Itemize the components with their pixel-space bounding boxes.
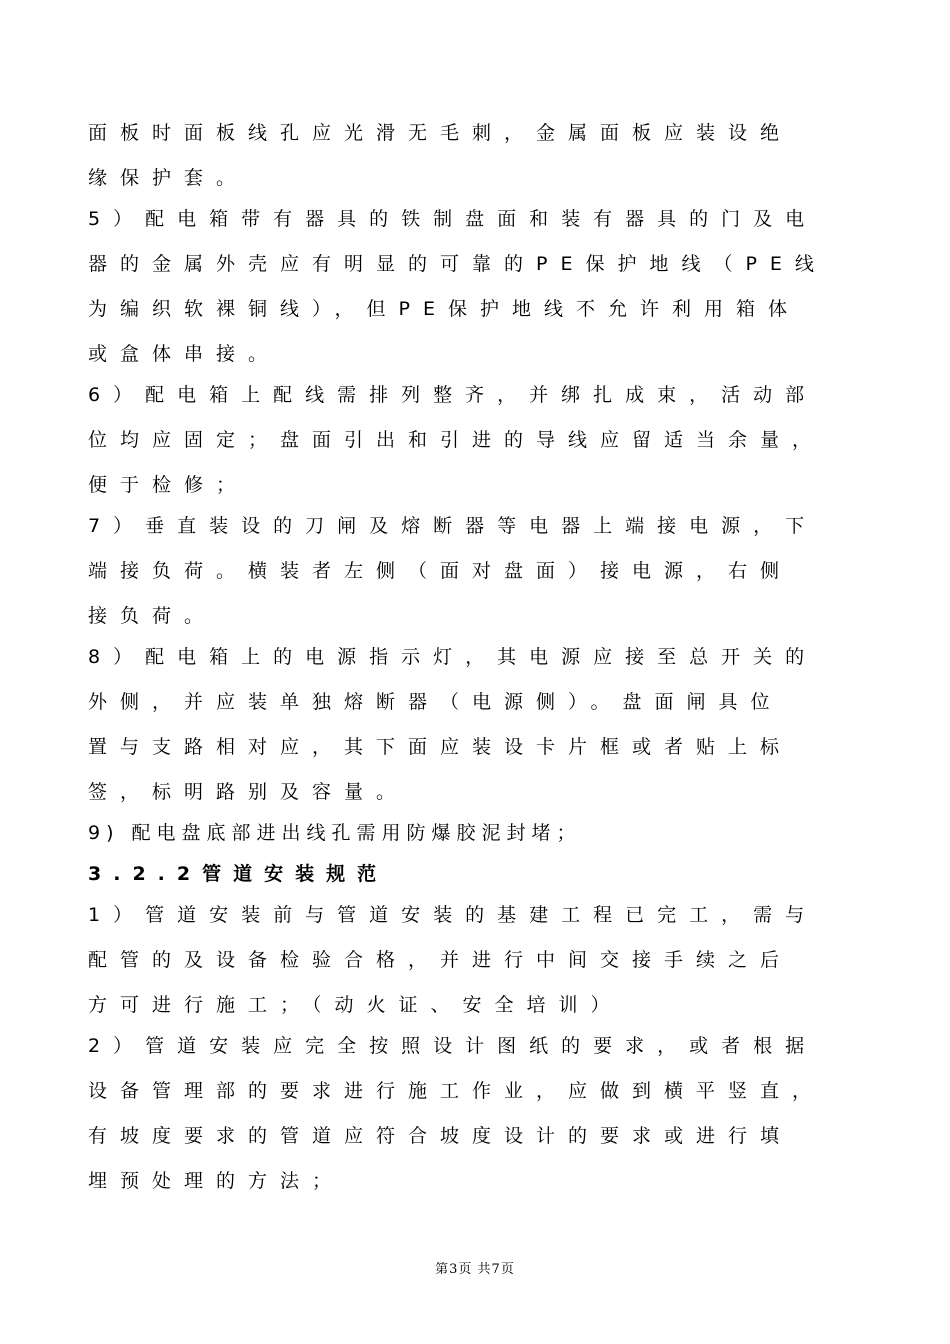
- section-heading: 3.2.2管道安装规范: [88, 863, 389, 885]
- body-text-line: 端接负荷。横装者左侧（面对盘面）接电源，右侧: [88, 560, 793, 582]
- body-text-line: 器的金属外壳应有明显的可靠的PE保护地线（PE线: [88, 253, 827, 275]
- body-text-line: 位均应固定；盘面引出和引进的导线应留适当余量，: [88, 429, 825, 451]
- body-text-line: 外侧，并应装单独熔断器（电源侧）。盘面闸具位: [88, 691, 783, 713]
- list-item-5: 5）配电箱带有器具的铁制盘面和装有器具的门及电: [88, 208, 818, 230]
- list-item-2: 2）管道安装应完全按照设计图纸的要求，或者根据: [88, 1035, 818, 1057]
- body-text-line: 缘保护套。: [88, 167, 249, 189]
- page-footer: 第3页 共7页: [435, 1262, 515, 1277]
- body-text-line: 签，标明路别及容量。: [88, 781, 409, 803]
- list-item-6: 6）配电箱上配线需排列整齐，并绑扎成束，活动部: [88, 384, 818, 406]
- list-item-9: 9) 配电盘底部进出线孔需用防爆胶泥封堵；: [88, 822, 582, 844]
- list-item-7: 7）垂直装设的刀闸及熔断器等电器上端接电源，下: [88, 515, 818, 537]
- list-item-8: 8）配电箱上的电源指示灯，其电源应接至总开关的: [88, 646, 818, 668]
- body-text-line: 有坡度要求的管道应符合坡度设计的要求或进行填: [88, 1125, 793, 1147]
- body-text-line: 置与支路相对应，其下面应装设卡片框或者贴上标: [88, 736, 793, 758]
- body-text-line: 接负荷。: [88, 605, 217, 627]
- list-item-1: 1）管道安装前与管道安装的基建工程已完工，需与: [88, 904, 818, 926]
- body-text-line: 方可进行施工；（动火证、安全培训）: [88, 994, 623, 1016]
- body-text-line: 便于检修；: [88, 474, 249, 496]
- body-text-line: 为编织软裸铜线），但PE保护地线不允许利用箱体: [88, 298, 800, 320]
- body-text-line: 埋预处理的方法；: [88, 1170, 345, 1192]
- body-text-line: 面板时面板线孔应光滑无毛刺，金属面板应装设绝: [88, 122, 793, 144]
- body-text-line: 设备管理部的要求进行施工作业，应做到横平竖直，: [88, 1080, 825, 1102]
- body-text-line: 配管的及设备检验合格，并进行中间交接手续之后: [88, 949, 793, 971]
- body-text-line: 或盒体串接。: [88, 343, 281, 365]
